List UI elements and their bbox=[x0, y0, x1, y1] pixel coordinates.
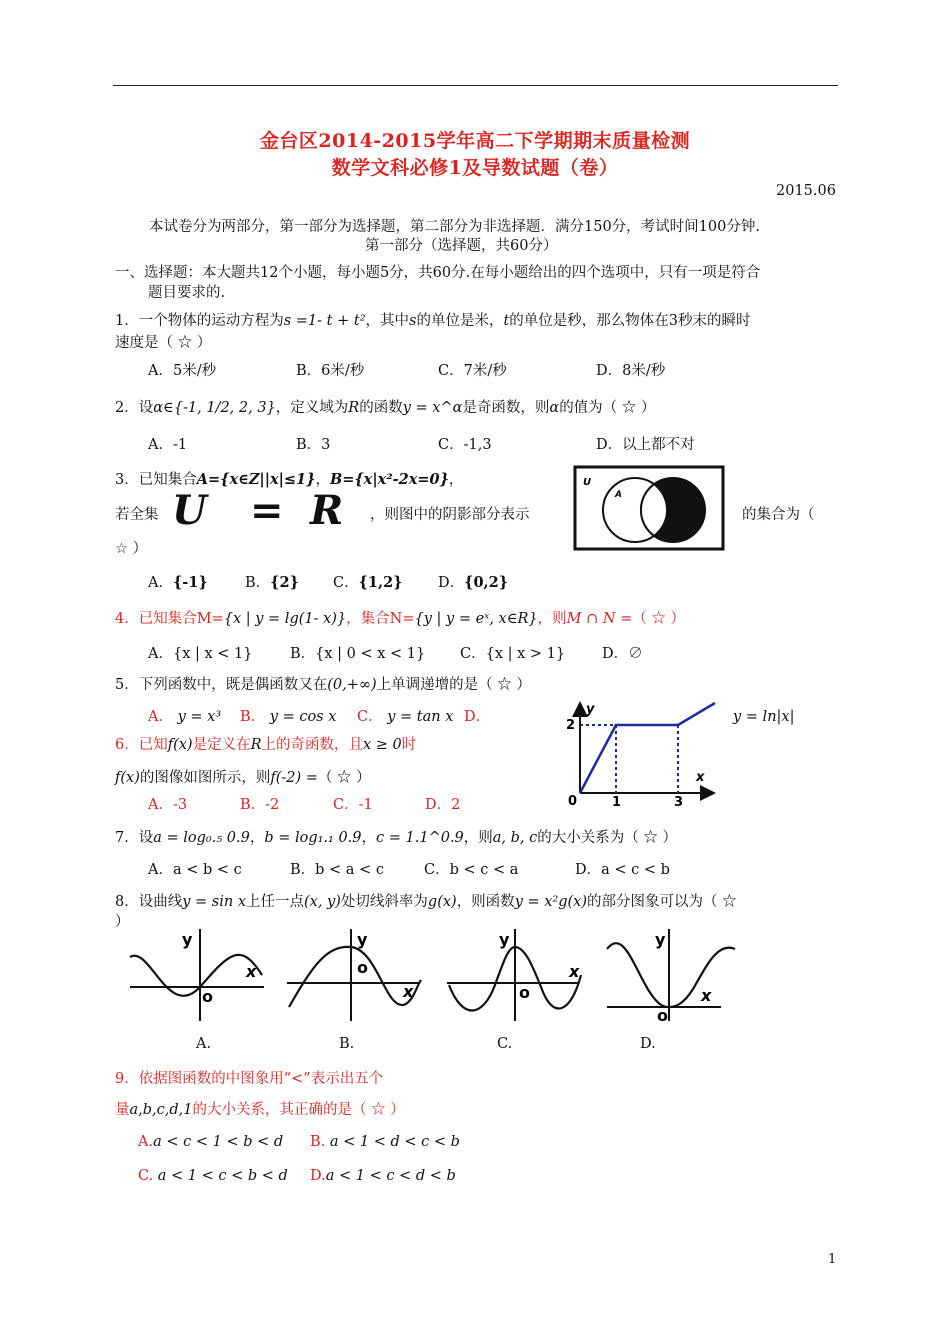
q2-option-d: D．以上都不对 bbox=[596, 437, 695, 453]
q8-label-c: C. bbox=[497, 1036, 513, 1052]
q5-option-c: C． y = tan x bbox=[357, 709, 454, 725]
question-9-cont: 量a,b,c,d,1的大小关系，其正确的是（ ☆ ） bbox=[115, 1102, 405, 1118]
question-1: 1．一个物体的运动方程为s =1- t + t²，其中s的单位是米，t的单位是秒，那么物体在3秒末的瞬时 bbox=[115, 313, 751, 329]
q8c-origin: o bbox=[519, 983, 530, 1002]
q8c-y-label: y bbox=[499, 930, 510, 949]
q6-option-a: A．-3 bbox=[148, 797, 188, 813]
q3-option-c: C．{1,2} bbox=[333, 574, 403, 591]
q8d-origin: o bbox=[657, 1006, 668, 1025]
q8-label-a: A. bbox=[196, 1036, 212, 1052]
question-8-cont: ） bbox=[115, 914, 130, 930]
q5-option-d: D． bbox=[464, 709, 491, 725]
question-5: 5．下列函数中，既是偶函数又在(0,+∞)上单调递增的是（ ☆ ） bbox=[115, 677, 531, 693]
q6-graph-tick-2: 2 bbox=[566, 718, 576, 733]
q8d-x-label: x bbox=[701, 986, 712, 1005]
doc-date: 2015.06 bbox=[776, 183, 836, 199]
q4-option-a: A．{x | x < 1} bbox=[148, 646, 253, 662]
q6-graph-tick-1: 1 bbox=[612, 795, 622, 809]
question-2: 2．设α∈{-1, 1/2, 2, 3}，定义域为R的函数y = x^α是奇函数，则α的值为（ ☆ ） bbox=[115, 400, 656, 416]
q4-option-c: C．{x | x > 1} bbox=[460, 646, 566, 662]
q2-option-c: C．-1,3 bbox=[438, 437, 492, 453]
q8-label-b: B. bbox=[339, 1036, 355, 1052]
q4-set-n: {y | y = eˣ, x∈R} bbox=[414, 611, 538, 627]
q4-set-m: {x | y = lg(1- x)} bbox=[223, 611, 347, 627]
q8a-origin: o bbox=[202, 987, 213, 1006]
intro-text: 本试卷分为两部分，第一部分为选择题，第二部分为非选择题．满分150分，考试时间100分钟. bbox=[149, 219, 760, 235]
q1-option-b: B．6米/秒 bbox=[296, 363, 365, 379]
q8b-origin: o bbox=[357, 958, 368, 977]
q5-option-d-value: y = ln|x| bbox=[733, 709, 795, 725]
question-3-line2: 若全集 bbox=[115, 507, 159, 523]
question-4: 4．已知集合M={x | y = lg(1- x)}，集合N={y | y = eˣ, x∈R}，则M ∩ N =（ ☆ ） bbox=[115, 611, 685, 627]
question-1-cont: 速度是（ ☆ ） bbox=[115, 335, 212, 351]
q9-option-b: B. a < 1 < d < c < b bbox=[310, 1134, 460, 1150]
q3-universal-r: R bbox=[310, 487, 344, 534]
q2-option-a: A．-1 bbox=[148, 437, 188, 453]
q3-option-b: B．{2} bbox=[245, 574, 299, 591]
question-6: 6．已知f(x)是定义在R上的奇函数，且x ≥ 0时 bbox=[115, 737, 417, 753]
q6-option-c: C．-1 bbox=[333, 797, 373, 813]
q6-function-graph bbox=[560, 697, 725, 809]
q2-option-b: B．3 bbox=[296, 437, 331, 453]
q6-graph-x-label: x bbox=[696, 770, 705, 785]
q8-graph-b bbox=[285, 925, 425, 1025]
q9-option-c: C. a < 1 < c < b < d bbox=[138, 1168, 288, 1184]
q6-option-d: D．2 bbox=[425, 797, 461, 813]
q1-option-a: A．5米/秒 bbox=[148, 363, 217, 379]
q3-universal-u: U bbox=[172, 487, 207, 534]
question-3-line2b: ，则图中的阴影部分表示 bbox=[370, 507, 530, 523]
q1-option-c: C．7米/秒 bbox=[438, 363, 507, 379]
q5-option-b: B． y = cos x bbox=[240, 709, 337, 725]
q8c-x-label: x bbox=[569, 962, 580, 981]
q4-option-d: D．∅ bbox=[602, 646, 643, 662]
q7-option-b: B．b < a < c bbox=[290, 862, 384, 878]
venn-label-u: U bbox=[583, 477, 592, 488]
q8-graph-d bbox=[605, 925, 740, 1025]
question-3-line2c: 的集合为（ bbox=[742, 507, 815, 523]
q7-option-c: C．b < c < a bbox=[424, 862, 519, 878]
q8d-y-label: y bbox=[655, 930, 666, 949]
q8a-x-label: x bbox=[246, 962, 257, 981]
q6-graph-tick-3: 3 bbox=[674, 795, 684, 809]
question-9: 9．依据图函数的中图象用“<”表示出五个 bbox=[115, 1071, 384, 1087]
question-3-line3: ☆ ） bbox=[115, 541, 148, 557]
doc-title: 金台区2014-2015学年高二下学期期末质量检测 bbox=[259, 130, 691, 152]
top-rule bbox=[113, 85, 838, 86]
q9-option-d: D.a < 1 < c < d < b bbox=[310, 1168, 456, 1184]
q8a-y-label: y bbox=[182, 930, 193, 949]
q1-formula: s =1- t + t² bbox=[283, 313, 366, 329]
q3-option-a: A．{-1} bbox=[148, 574, 208, 591]
section1-heading: 一、选择题：本大题共12个小题，每小题5分，共60分.在每小题给出的四个选项中，只有一项是符合 bbox=[115, 265, 761, 281]
venn-label-a: A bbox=[615, 490, 622, 500]
q5-option-a: A． y = x³ bbox=[148, 709, 222, 725]
q8-label-d: D. bbox=[640, 1036, 656, 1052]
doc-subtitle: 数学文科必修1及导数试题（卷） bbox=[331, 157, 619, 179]
q6-graph-origin: 0 bbox=[568, 794, 578, 809]
q9-option-a: A.a < c < 1 < b < d bbox=[138, 1134, 284, 1150]
q6-option-b: B．-2 bbox=[240, 797, 280, 813]
q3-option-d: D．{0,2} bbox=[438, 574, 509, 591]
question-7: 7．设a = log₀.₅ 0.9，b = log₁.₁ 0.9，c = 1.1^0.9，则a, b, c的大小关系为（ ☆ ） bbox=[115, 830, 677, 846]
q7-option-d: D．a < c < b bbox=[575, 862, 670, 878]
page-number: 1 bbox=[828, 1252, 837, 1267]
q8-graph-a bbox=[128, 925, 268, 1025]
q1-option-d: D．8米/秒 bbox=[596, 363, 666, 379]
q3-set-b: B={x|x²-2x=0} bbox=[329, 471, 449, 488]
part1-heading: 第一部分（选择题，共60分） bbox=[365, 238, 558, 254]
section1-heading-cont: 题目要求的. bbox=[148, 285, 226, 301]
q2-set: α∈{-1, 1/2, 2, 3} bbox=[153, 400, 276, 416]
question-3: 3．已知集合A={x∈Z||x|≤1}，B={x|x²-2x=0}， bbox=[115, 471, 464, 488]
q6-graph-y-label: y bbox=[586, 702, 595, 717]
q8b-x-label: x bbox=[403, 982, 414, 1001]
question-8: 8．设曲线y = sin x上任一点(x, y)处切线斜率为g(x)，则函数y = x²g(x)的部分图象可以为（ ☆ bbox=[115, 894, 737, 910]
q8-graph-c bbox=[445, 925, 585, 1025]
q3-set-a: A={x∈Z||x|≤1} bbox=[196, 471, 316, 488]
venn-diagram bbox=[573, 465, 725, 551]
q2-function: y = x^α bbox=[402, 400, 463, 416]
q4-option-b: B．{x | 0 < x < 1} bbox=[290, 646, 426, 662]
q8b-y-label: y bbox=[357, 930, 368, 949]
q3-equals: = bbox=[250, 487, 284, 534]
q7-option-a: A．a < b < c bbox=[148, 862, 242, 878]
question-6-cont: f(x)的图像如图所示，则f(-2) =（ ☆ ） bbox=[115, 770, 371, 786]
